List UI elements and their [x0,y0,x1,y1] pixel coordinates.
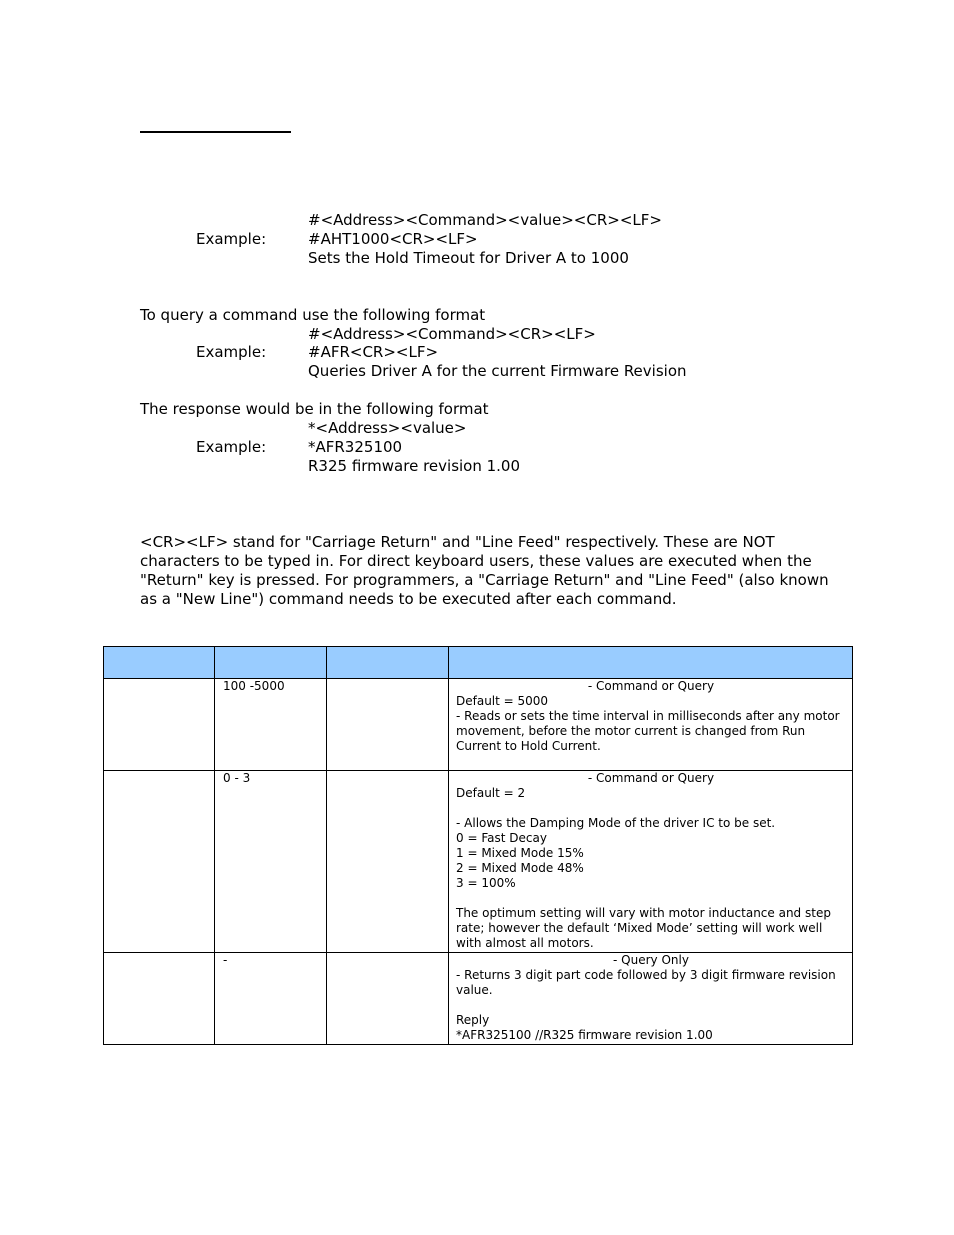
response-example-label: Example: [196,438,267,456]
blank-line [456,998,846,1013]
description-line: 1 = Mixed Mode 15% [456,846,584,860]
query-example-description: Queries Driver A for the current Firmware Revision [308,362,687,380]
description-line: Reply [456,1013,490,1027]
command-table [103,646,853,1045]
description-line: 2 = Mixed Mode 48% [456,861,584,875]
query-example: #AFR<CR><LF> [308,343,439,361]
set-example-label: Example: [196,230,267,248]
set-example-description: Sets the Hold Timeout for Driver A to 1000 [308,249,629,267]
description-line: *AFR325100 //R325 firmware revision 1.00 [456,1028,713,1042]
description-line: 3 = 100% [456,876,516,890]
units-cell [327,771,449,953]
response-example-description: R325 firmware revision 1.00 [308,457,521,475]
description-line: Default = 5000 [456,694,549,708]
description-cell [449,679,853,771]
command-type: - Command or Query [587,771,715,785]
command-cell [104,679,215,771]
description-line: - Allows the Damping Mode of the driver IC to be set. [456,816,776,830]
header-cell [449,647,853,679]
description-line: The optimum setting will vary with motor inductance and step rate; however the default ‘Mixed Mode’ setting will work well with almost all motors. [456,906,831,950]
response-example: *AFR325100 [308,438,403,456]
query-format: #<Address><Command><CR><LF> [308,325,596,343]
range-cell: 100 -5000 [215,679,327,771]
description-line: - Returns 3 digit part code followed by 3 digit firmware revision value. [456,968,836,997]
blank-line [456,891,846,906]
table-row [104,771,853,953]
table-header-row [104,647,853,679]
response-intro: The response would be in the following format [140,400,489,418]
table-row [104,953,853,1045]
query-intro: To query a command use the following format [140,306,486,324]
query-example-label: Example: [196,343,267,361]
set-example: #AHT1000<CR><LF> [308,230,478,248]
command-type: - Command or Query [587,679,715,693]
description-cell [449,953,853,1045]
range-cell: 0 - 3 [215,771,327,953]
description-cell [449,771,853,953]
table-row [104,679,853,771]
header-cell [104,647,215,679]
command-cell [104,953,215,1045]
section-heading-underline [140,131,291,133]
units-cell [327,679,449,771]
command-cell [104,771,215,953]
description-line: - Reads or sets the time interval in milliseconds after any motor movement, before the motor current is changed from Run Current to Hold Current. [456,709,840,753]
description-line: Default = 2 [456,786,526,800]
crlf-note-paragraph: <CR><LF> stand for "Carriage Return" and "Line Feed" respectively. These are NOT characters to be typed in. For direct keyboard users, these values are executed when the "Return" key is pressed. For programmers, a "Carriage Return" and "Line Feed" (also known as a "New Line") command needs to be executed after each command. [140,533,829,608]
blank-line [456,801,846,816]
description-line: 0 = Fast Decay [456,831,547,845]
set-command-format: #<Address><Command><value><CR><LF> [308,211,662,229]
command-type: - Query Only [613,953,689,967]
header-cell [215,647,327,679]
header-cell [327,647,449,679]
units-cell [327,953,449,1045]
response-format: *<Address><value> [308,419,467,437]
range-cell: - [215,953,327,1045]
